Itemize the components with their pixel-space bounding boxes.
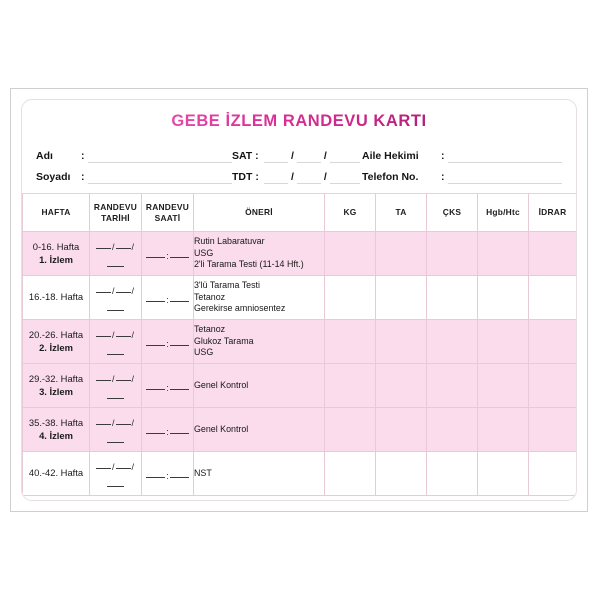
- cell-idrar[interactable]: [529, 408, 577, 452]
- date-slash-1: /: [111, 461, 115, 472]
- time-minute-blank[interactable]: [170, 476, 189, 478]
- table-row: [23, 452, 577, 496]
- cell-oneri: [194, 276, 325, 320]
- time-minute-blank[interactable]: [170, 256, 189, 258]
- form-row-first: [36, 142, 562, 163]
- phone-input[interactable]: [448, 171, 563, 184]
- date-day-blank[interactable]: [96, 247, 111, 249]
- cell-oneri: [194, 320, 325, 364]
- week-range: 16.-18. Hafta: [28, 291, 84, 303]
- date-slash-2: /: [131, 417, 135, 428]
- date-month-blank[interactable]: [116, 379, 131, 381]
- column-header-ta: TA: [376, 194, 427, 232]
- visit-number: 4. İzlem: [39, 429, 73, 441]
- cell-oneri: [194, 452, 325, 496]
- page-title: GEBE İZLEM RANDEVU KARTI: [171, 111, 427, 130]
- time-hour-blank[interactable]: [146, 476, 165, 478]
- appointment-table: [22, 193, 577, 496]
- sat-slash-2: /: [323, 150, 327, 162]
- cell-cks[interactable]: [427, 276, 478, 320]
- time-minute-blank[interactable]: [170, 388, 189, 390]
- cell-randevu-saati[interactable]: [142, 320, 194, 364]
- visit-number: 3. İzlem: [39, 385, 73, 397]
- name-colon: :: [81, 150, 85, 162]
- cell-randevu-tarihi[interactable]: [90, 320, 142, 364]
- patient-form: [22, 138, 576, 190]
- cell-hgb-htc[interactable]: [478, 320, 529, 364]
- date-slash-1: /: [111, 373, 115, 384]
- week-range: 20.-26. Hafta: [28, 329, 84, 340]
- name-label: Adı: [36, 150, 53, 162]
- cell-kg[interactable]: [325, 232, 376, 276]
- cell-kg[interactable]: [325, 452, 376, 496]
- sat-label: SAT :: [232, 150, 259, 162]
- tdt-month-input[interactable]: [297, 171, 321, 184]
- table-row: [23, 408, 577, 452]
- cell-hgb-htc[interactable]: [478, 232, 529, 276]
- date-year-blank[interactable]: [107, 353, 124, 355]
- cell-randevu-tarihi[interactable]: [90, 408, 142, 452]
- date-slash-1: /: [111, 241, 115, 252]
- cell-kg[interactable]: [325, 408, 376, 452]
- week-range: 0-16. Hafta: [32, 241, 80, 252]
- family-doctor-label: Aile Hekimi: [362, 150, 419, 162]
- date-slash-1: /: [111, 285, 115, 296]
- time-hour-blank[interactable]: [146, 432, 165, 434]
- header-line-2: SAATİ: [154, 212, 181, 223]
- date-slash-2: /: [131, 461, 135, 472]
- column-header-hafta: HAFTA: [23, 194, 90, 232]
- time-hour-blank[interactable]: [146, 344, 165, 346]
- cell-idrar[interactable]: [529, 364, 577, 408]
- cell-hgb-htc[interactable]: [478, 276, 529, 320]
- column-header-cks: ÇKS: [427, 194, 478, 232]
- table-row: [23, 232, 577, 276]
- name-input[interactable]: [88, 150, 233, 163]
- cell-kg[interactable]: [325, 276, 376, 320]
- cell-hafta: [23, 320, 90, 364]
- tdt-slash-1: /: [291, 171, 294, 183]
- date-year-blank[interactable]: [107, 309, 124, 311]
- oneri-line: 3'lü Tarama Testi: [194, 280, 260, 291]
- form-row-second: [36, 163, 562, 184]
- family-doctor-input[interactable]: [448, 150, 563, 163]
- time-separator: :: [166, 382, 169, 393]
- cell-hafta: [23, 276, 90, 320]
- time-hour-blank[interactable]: [146, 256, 165, 258]
- tdt-year-input[interactable]: [330, 171, 360, 184]
- visit-number: 2. İzlem: [39, 341, 73, 353]
- date-slash-1: /: [111, 329, 115, 340]
- oneri-line: Tetanoz: [194, 324, 226, 335]
- cell-randevu-saati[interactable]: [142, 232, 194, 276]
- column-header-idrar: İDRAR: [529, 194, 577, 232]
- date-month-blank[interactable]: [116, 291, 131, 293]
- oneri-line: USG: [194, 247, 214, 258]
- cell-randevu-saati[interactable]: [142, 276, 194, 320]
- date-day-blank[interactable]: [96, 467, 111, 469]
- time-minute-blank[interactable]: [170, 344, 189, 346]
- cell-idrar[interactable]: [529, 276, 577, 320]
- date-slash-2: /: [131, 241, 135, 252]
- oneri-line: 2'li Tarama Testi (11-14 Hft.): [194, 259, 304, 270]
- date-day-blank[interactable]: [96, 335, 111, 337]
- date-slash-2: /: [131, 285, 135, 296]
- cell-idrar[interactable]: [529, 452, 577, 496]
- cell-randevu-saati[interactable]: [142, 364, 194, 408]
- oneri-line: Genel Kontrol: [194, 423, 249, 434]
- time-hour-blank[interactable]: [146, 388, 165, 390]
- cell-ta[interactable]: [376, 232, 427, 276]
- cell-hafta: [23, 232, 90, 276]
- family-doctor-colon: :: [441, 150, 445, 162]
- date-year-blank[interactable]: [107, 485, 124, 487]
- column-header-randevu-saati: [142, 194, 194, 232]
- field-sat[interactable]: [232, 150, 362, 163]
- cell-idrar[interactable]: [529, 320, 577, 364]
- table-body: [23, 232, 577, 496]
- surname-input[interactable]: [88, 171, 233, 184]
- cell-cks[interactable]: [427, 320, 478, 364]
- cell-hgb-htc[interactable]: [478, 364, 529, 408]
- table-header-row: [23, 194, 577, 232]
- cell-cks[interactable]: [427, 452, 478, 496]
- surname-label: Soyadı: [36, 171, 71, 183]
- date-year-blank[interactable]: [107, 397, 124, 399]
- oneri-line: NST: [194, 467, 212, 478]
- time-separator: :: [166, 426, 169, 437]
- cell-hgb-htc[interactable]: [478, 452, 529, 496]
- table-row: [23, 364, 577, 408]
- oneri-line: USG: [194, 347, 214, 358]
- time-separator: :: [166, 294, 169, 305]
- sat-slash-1: /: [291, 150, 294, 162]
- date-month-blank[interactable]: [116, 467, 131, 469]
- cell-cks[interactable]: [427, 364, 478, 408]
- date-day-blank[interactable]: [96, 423, 111, 425]
- column-header-hgb-htc: Hgb/Htc: [478, 194, 529, 232]
- appointment-card: [21, 99, 577, 501]
- date-day-blank[interactable]: [96, 291, 111, 293]
- cell-randevu-saati[interactable]: [142, 408, 194, 452]
- field-family-doctor[interactable]: [362, 150, 562, 163]
- field-surname[interactable]: [36, 171, 232, 184]
- tdt-day-input[interactable]: [264, 171, 288, 184]
- cell-randevu-tarihi[interactable]: [90, 364, 142, 408]
- cell-oneri: [194, 408, 325, 452]
- cell-ta[interactable]: [376, 408, 427, 452]
- oneri-line: Glukoz Tarama: [194, 335, 254, 346]
- cell-hafta: [23, 452, 90, 496]
- oneri-line: Tetanoz: [194, 291, 226, 302]
- cell-cks[interactable]: [427, 408, 478, 452]
- field-phone[interactable]: [362, 171, 562, 184]
- column-header-kg: KG: [325, 194, 376, 232]
- column-header-randevu-tarihi: [90, 194, 142, 232]
- cell-oneri: [194, 232, 325, 276]
- column-header-oneri: ÖNERİ: [194, 194, 325, 232]
- header-line-1: RANDEVU: [93, 202, 138, 212]
- cell-cks[interactable]: [427, 232, 478, 276]
- phone-colon: :: [441, 171, 445, 183]
- surname-colon: :: [81, 171, 85, 183]
- tdt-label: TDT :: [232, 171, 259, 183]
- week-range: 29.-32. Hafta: [28, 373, 84, 384]
- table-row: [23, 276, 577, 320]
- date-slash-1: /: [111, 417, 115, 428]
- cell-ta[interactable]: [376, 320, 427, 364]
- header-line-2: TARİHİ: [101, 212, 130, 223]
- sat-day-input[interactable]: [264, 150, 288, 163]
- date-year-blank[interactable]: [107, 441, 124, 443]
- cell-randevu-saati[interactable]: [142, 452, 194, 496]
- time-separator: :: [166, 338, 169, 349]
- date-month-blank[interactable]: [116, 335, 131, 337]
- field-tdt[interactable]: [232, 171, 362, 184]
- sat-year-input[interactable]: [330, 150, 360, 163]
- oneri-line: Gerekirse amniosentez: [194, 303, 286, 314]
- week-range: 35.-38. Hafta: [28, 417, 84, 428]
- date-month-blank[interactable]: [116, 423, 131, 425]
- cell-randevu-tarihi[interactable]: [90, 276, 142, 320]
- tdt-slash-2: /: [323, 171, 327, 183]
- date-year-blank[interactable]: [107, 265, 124, 267]
- cell-hgb-htc[interactable]: [478, 408, 529, 452]
- cell-hafta: [23, 364, 90, 408]
- phone-label: Telefon No.: [362, 171, 419, 183]
- time-separator: :: [166, 250, 169, 261]
- field-name[interactable]: [36, 150, 232, 163]
- cell-ta[interactable]: [376, 452, 427, 496]
- cell-ta[interactable]: [376, 276, 427, 320]
- date-day-blank[interactable]: [96, 379, 111, 381]
- cell-kg[interactable]: [325, 364, 376, 408]
- date-slash-2: /: [131, 329, 135, 340]
- cell-ta[interactable]: [376, 364, 427, 408]
- visit-number: 1. İzlem: [39, 253, 73, 265]
- oneri-line: Genel Kontrol: [194, 379, 249, 390]
- header-line-1: RANDEVU: [145, 202, 190, 212]
- week-range: 40.-42. Hafta: [28, 467, 84, 479]
- date-slash-2: /: [131, 373, 135, 384]
- cell-hafta: [23, 408, 90, 452]
- time-separator: :: [166, 470, 169, 481]
- card-title-bar: [22, 100, 576, 138]
- table-row: [23, 320, 577, 364]
- cell-idrar[interactable]: [529, 232, 577, 276]
- time-minute-blank[interactable]: [170, 432, 189, 434]
- cell-oneri: [194, 364, 325, 408]
- date-month-blank[interactable]: [116, 247, 131, 249]
- cell-randevu-tarihi[interactable]: [90, 232, 142, 276]
- sat-month-input[interactable]: [297, 150, 321, 163]
- cell-kg[interactable]: [325, 320, 376, 364]
- time-hour-blank[interactable]: [146, 300, 165, 302]
- oneri-line: Rutin Labaratuvar: [194, 236, 265, 247]
- cell-randevu-tarihi[interactable]: [90, 452, 142, 496]
- time-minute-blank[interactable]: [170, 300, 189, 302]
